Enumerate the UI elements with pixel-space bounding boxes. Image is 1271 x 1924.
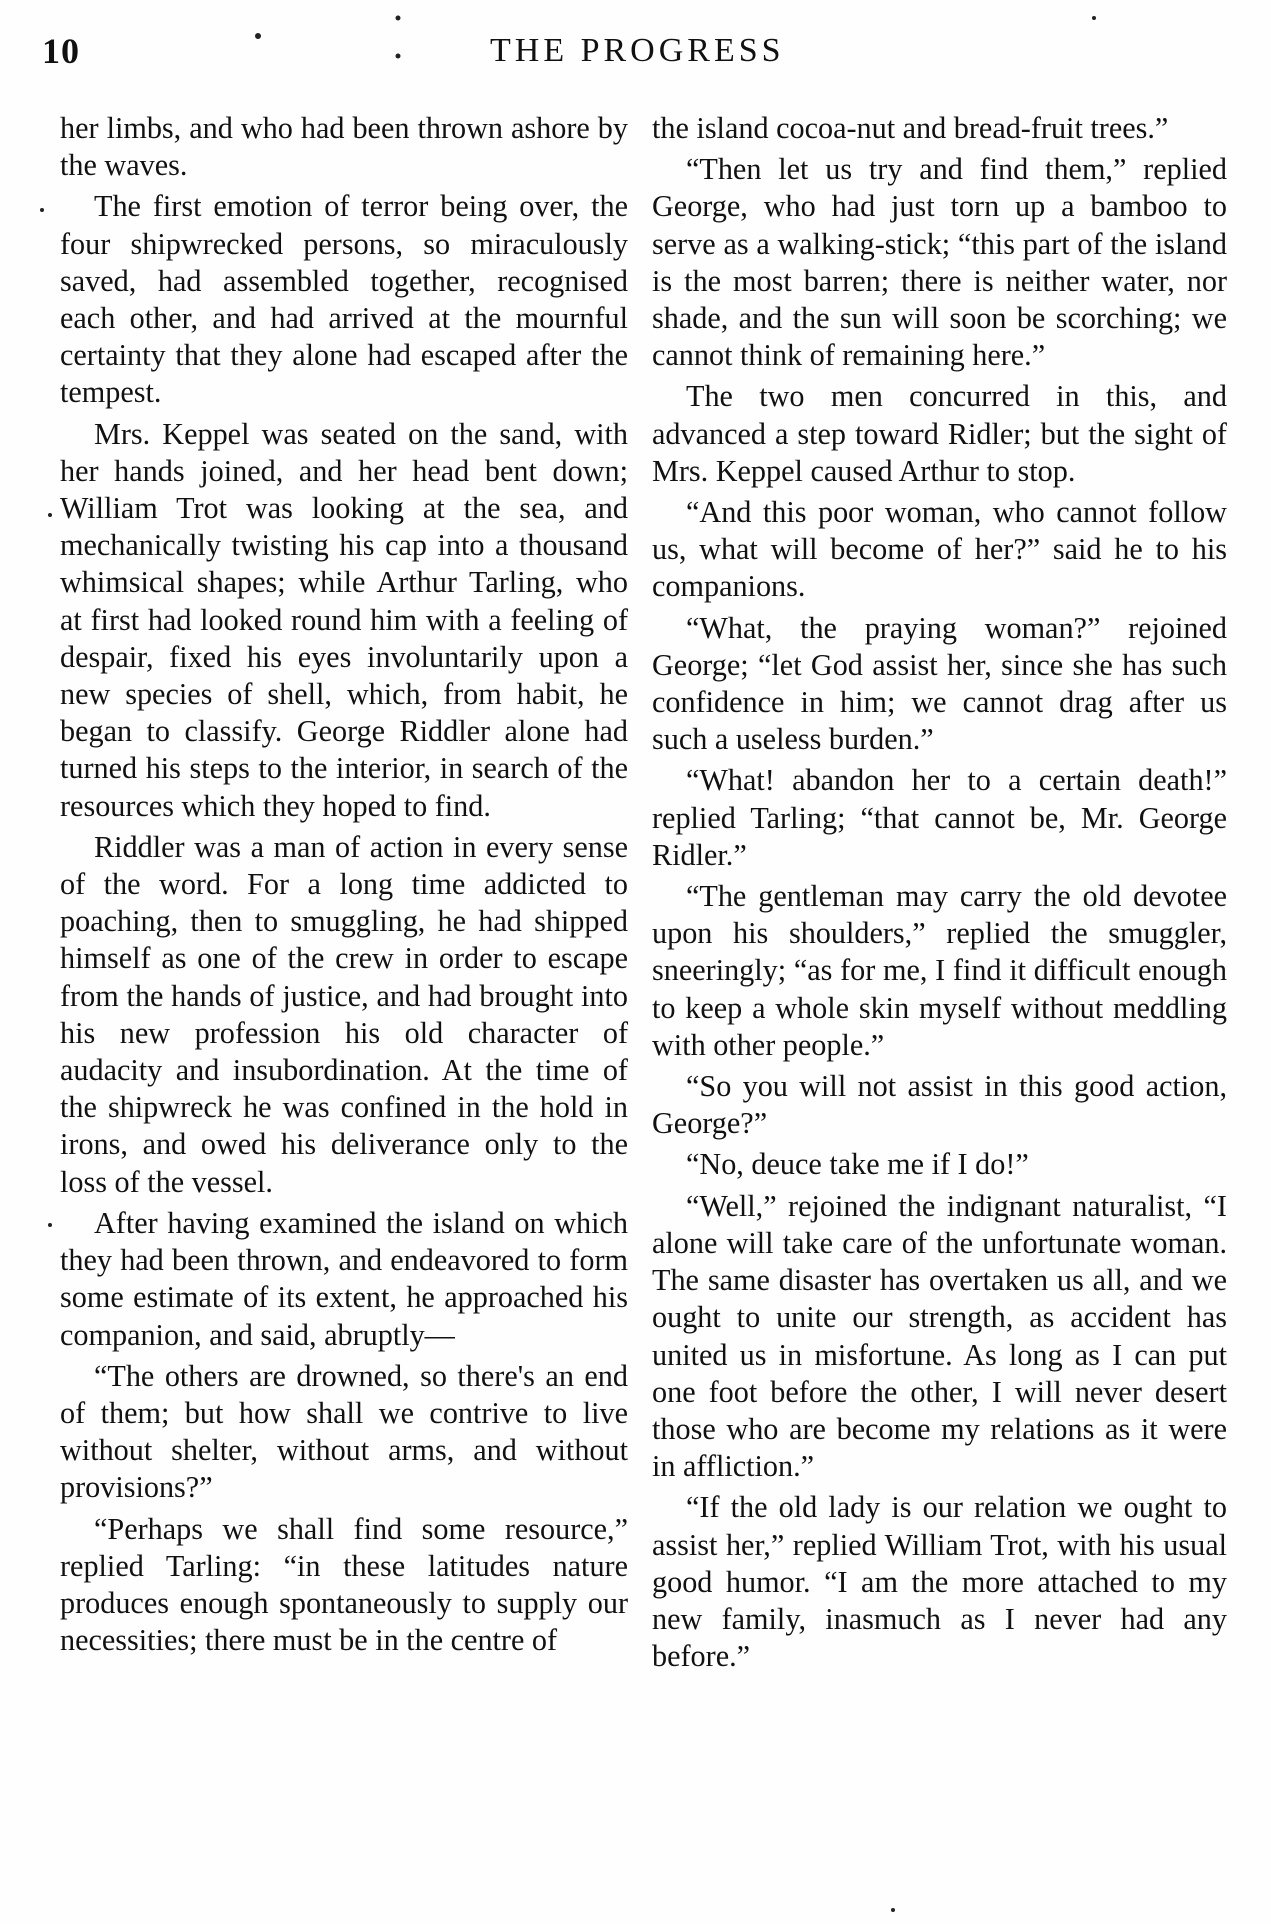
paragraph: “If the old lady is our relation we ought to assist her,” replied William Trot, with his usual good humor. “I am the more attached to my new family, inasmuch as I never had any before.”: [652, 1490, 1227, 1674]
paragraph: “Perhaps we shall find some resource,” replied Tarling: “in these latitudes nature produces enough spontaneously to supply our necessities; there must be in the centre of: [60, 1511, 628, 1658]
ink-speck: [1092, 16, 1096, 20]
paragraph: “No, deuce take me if I do!”: [686, 1147, 1029, 1182]
paragraph: “The gentleman may carry the old devotee upon his shoulders,” replied the smuggler, sneeringly; “as for me, I find it difficult enough to keep a whole skin myself without meddling with other people.”: [652, 879, 1227, 1062]
page-number: 10: [42, 31, 80, 71]
running-head: THE PROGRESS: [490, 32, 785, 69]
right-column: [652, 110, 1227, 1679]
ink-speck: [255, 33, 261, 39]
paragraph: “The others are drowned, so there's an end of them; but how shall we contrive to live without shelter, without arms, and without provisions?”: [60, 1358, 628, 1505]
paragraph: “And this poor woman, who cannot follow us, what will become of her?” said he to his companions.: [652, 495, 1227, 604]
ink-speck: [40, 208, 44, 212]
paragraph: “So you will not assist in this good action, George?”: [652, 1069, 1227, 1141]
paragraph: the island cocoa-nut and bread-fruit trees.”: [652, 111, 1169, 145]
paragraph: The two men concurred in this, and advanced a step toward Ridler; but the sight of Mrs. Keppel caused Arthur to stop.: [652, 379, 1227, 488]
paragraph: “What! abandon her to a certain death!” replied Tarling; “that cannot be, Mr. George Ridler.”: [652, 763, 1227, 872]
paragraph: The first emotion of terror being over, the four shipwrecked persons, so miraculously saved, had assembled together, recognised each other, and had arrived at the mournful certainty that they alone had escaped after the tempest.: [60, 189, 628, 410]
ink-speck: [891, 1908, 895, 1912]
ink-speck: [396, 16, 401, 21]
ink-speck: [396, 54, 401, 59]
paragraph: After having examined the island on which they had been thrown, and endeavored to form some estimate of its extent, he approached his companion, and said, abruptly—: [60, 1205, 628, 1352]
ink-speck: [48, 1223, 52, 1227]
left-column: [60, 110, 628, 1663]
paragraph: Riddler was a man of action in every sense of the word. For a long time addicted to poaching, then to smuggling, he had shipped himself as one of the crew in order to escape from the hands of justice, and had brought into his new profession his old character of audacity and insubordination. At the time of the shipwreck he was confined in the hold in irons, and owed his deliverance only to the loss of the vessel.: [60, 829, 628, 1199]
paragraph: her limbs, and who had been thrown ashore by the waves.: [60, 111, 628, 183]
paragraph: Mrs. Keppel was seated on the sand, with her hands joined, and her head bent down; William Trot was looking at the sea, and mechanically twisting his cap into a thousand whimsical shapes; while Arthur Tarling, who at first had looked round him with a feeling of despair, fixed his eyes involuntarily upon a new species of shell, which, from habit, he began to classify. George Riddler alone had turned his steps to the interior, in search of the resources which they hoped to find.: [60, 416, 628, 823]
paragraph: “What, the praying woman?” rejoined George; “let God assist her, since she has such confidence in him; we cannot drag after us such a useless burden.”: [652, 610, 1227, 757]
paragraph: “Then let us try and find them,” replied George, who had just torn up a bamboo to serve as a walking-stick; “this part of the island is the most barren; there is neither water, nor shade, and the sun will soon be scorching; we cannot think of remaining here.”: [652, 152, 1227, 373]
paragraph: “Well,” rejoined the indignant naturalist, “I alone will take care of the unfortunate woman. The same disaster has overtaken us all, and we ought to unite our strength, as accident has united us in misfortune. As long as I can put one foot before the other, I will never desert those who are become my relations as it were in affliction.”: [652, 1188, 1227, 1484]
ink-speck: [48, 513, 52, 517]
